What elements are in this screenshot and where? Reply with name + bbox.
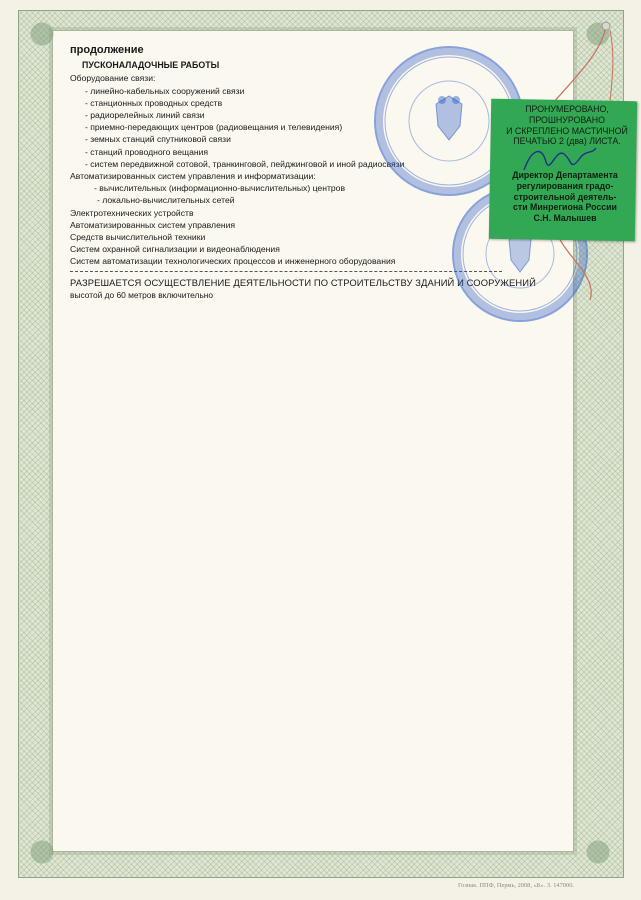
binding-label-text: ПРОНУМЕРОВАНО, ПРОШНУРОВАНО И СКРЕПЛЕНО МАСТИЧНОЙ ПЕЧАТЬЮ 2 (два) ЛИСТА. [506,104,628,147]
list-item: Электротехнических устройств [70,207,194,218]
list-item: - станций проводного вещания [85,146,209,157]
list-item: Систем охранной сигнализации и видеонаблюдения [70,244,280,255]
list-item: Систем автоматизации технологических процессов и инженерного оборудования [70,256,396,267]
list-item: - земных станций спутниковой связи [85,134,231,145]
list-item: Автоматизированных систем управления и информатизации: [70,171,316,182]
list-item: - локально-вычислительных сетей [97,195,235,206]
list-item: - линейно-кабельных сооружений связи [85,85,245,96]
list-item: - систем передвижной сотовой, транкинговой, пейджинговой и иной радиосвязи [85,158,405,169]
director-signature-block: Директор Департамента регулирования градо- строительной деятель- сти Минрегиона России С.Н. Малышев [512,170,618,224]
list-item: - приемно-передающих центров (радиовещания и телевидения) [85,122,343,133]
section-title: ПУСКОНАЛАДОЧНЫЕ РАБОТЫ [82,60,220,71]
page-heading: продолжение [70,44,144,56]
list-item: Оборудование связи: [70,73,156,84]
list-item: - радиорелейных линий связи [85,110,205,121]
list-item: Средств вычислительной техники [70,232,206,243]
list-item: Автоматизированных систем управления [70,219,236,230]
handwritten-signature [520,140,600,180]
list-item: - вычислительных (информационно-вычислительных) центров [94,183,346,194]
printer-imprint: Гознак. ППФ, Пермь, 2008, «Б». З. 147000. [458,882,574,889]
permission-detail: высотой до 60 метров включительно [70,289,214,300]
permission-text: РАЗРЕШАЕТСЯ ОСУЩЕСТВЛЕНИЕ ДЕЯТЕЛЬНОСТИ ПО СТРОИТЕЛЬСТВУ ЗДАНИЙ И СООРУЖЕНИЙ [70,276,536,288]
list-item: - станционных проводных средств [85,97,223,108]
